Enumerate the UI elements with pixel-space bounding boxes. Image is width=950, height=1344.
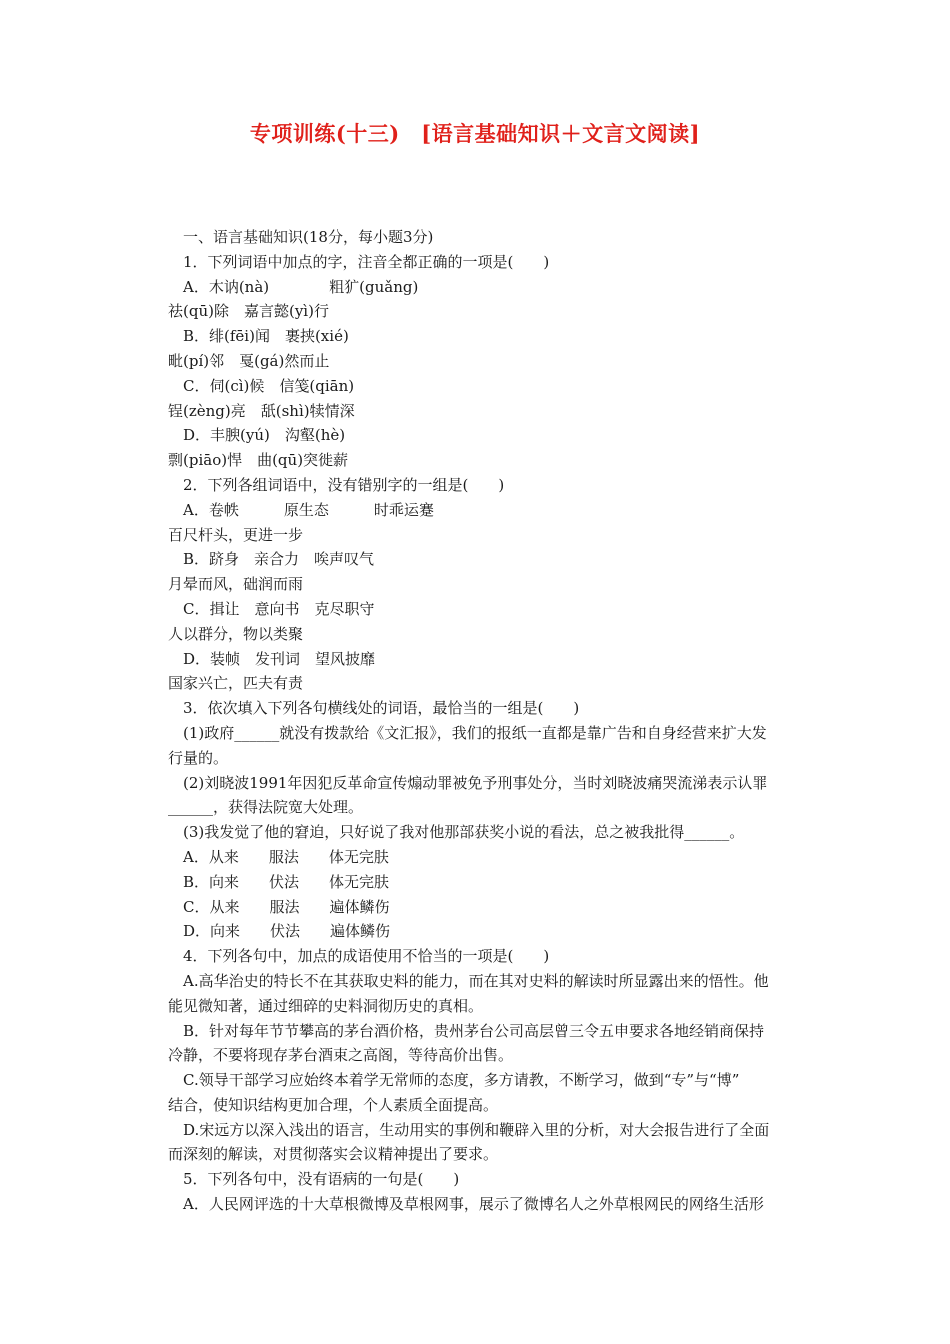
q2-option-a-cont: 百尺杆头，更进一步: [168, 525, 304, 544]
q2-option-b-cont: 月晕而风，础润而雨: [168, 575, 304, 594]
q4-option-a-cont: 能见微知著，通过细碎的史料洞彻历史的真相。: [168, 996, 484, 1015]
q2-option-d-cont: 国家兴亡，匹夫有责: [168, 674, 304, 693]
q3-sentence-1: (1)政府______就没有拨款给《文汇报》，我们的报纸一直都是靠广告和自身经营来扩大发: [168, 723, 767, 742]
q2-option-a: A．卷帙 原生态 时乖运蹇: [168, 500, 434, 519]
question-1-stem: 1．下列词语中加点的字，注音全都正确的一项是( ): [168, 252, 550, 271]
q3-option-a: A．从来 服法 体无完肤: [168, 847, 389, 866]
q3-sentence-2: (2)刘晓波1991年因犯反革命宣传煽动罪被免予刑事处分，当时刘晓波痛哭流涕表示认罪: [168, 773, 768, 792]
question-5-stem: 5．下列各句中，没有语病的一句是( ): [168, 1170, 460, 1189]
q1-option-d-cont: 剽(piāo)悍 曲(qū)突徙薪: [168, 451, 349, 470]
q1-option-b: B．绯(fēi)闻 裹挟(xié): [168, 327, 349, 346]
q3-sentence-3: (3)我发觉了他的窘迫，只好说了我对他那部获奖小说的看法，总之被我批得______。: [168, 823, 745, 842]
page-title: 专项训练(十三) [语言基础知识＋文言文阅读]: [249, 121, 701, 146]
q1-option-b-cont: 毗(pí)邻 戛(gá)然而止: [168, 351, 330, 370]
question-4-stem: 4．下列各句中，加点的成语使用不恰当的一项是( ): [168, 947, 550, 966]
q4-option-d: D.宋远方以深入浅出的语言，生动用实的事例和鞭辟入里的分析，对大会报告进行了全面: [168, 1120, 770, 1139]
q1-option-c: C．伺(cì)候 信笺(qiān): [168, 376, 355, 395]
section-heading: 一、语言基础知识(18分，每小题3分): [168, 228, 434, 246]
q2-option-d: D．装帧 发刊词 望风披靡: [168, 649, 376, 668]
q3-sentence-2-cont: ______，获得法院宽大处理。: [168, 798, 364, 817]
q1-option-a: A．木讷(nà) 粗犷(guǎng): [168, 277, 419, 296]
q4-option-c: C.领导干部学习应始终本着学无常师的态度，多方请教，不断学习，做到“专”与“博”: [168, 1071, 740, 1090]
q1-option-a-cont: 祛(qū)除 嘉言懿(yì)行: [168, 302, 329, 321]
q3-option-b: B．向来 伏法 体无完肤: [168, 872, 390, 891]
document-body: [168, 225, 818, 1217]
q3-option-d: D．向来 伏法 遍体鳞伤: [168, 922, 391, 941]
q4-option-b: B．针对每年节节攀高的茅台酒价格，贵州茅台公司高层曾三令五申要求各地经销商保持: [168, 1021, 765, 1040]
q1-option-d: D．丰腴(yú) 沟壑(hè): [168, 426, 346, 445]
q1-option-c-cont: 锃(zèng)亮 舐(shì)犊情深: [168, 401, 355, 420]
q4-option-a: A.高华治史的特长不在其获取史料的能力，而在其对史料的解读时所显露出来的悟性。他: [168, 971, 769, 990]
q4-option-b-cont: 冷静，不要将现存茅台酒束之高阁，等待高价出售。: [168, 1046, 514, 1065]
q2-option-b: B．跻身 亲合力 唉声叹气: [168, 550, 375, 569]
question-2-stem: 2．下列各组词语中，没有错别字的一组是( ): [168, 475, 505, 494]
q5-option-a: A．人民网评选的十大草根微博及草根网事，展示了微博名人之外草根网民的网络生活形: [168, 1195, 764, 1214]
q4-option-c-cont: 结合，使知识结构更加合理，个人素质全面提高。: [168, 1095, 499, 1114]
q3-option-c: C．从来 服法 遍体鳞伤: [168, 897, 390, 916]
q3-sentence-1-cont: 行量的。: [168, 748, 229, 767]
question-3-stem: 3．依次填入下列各句横线处的词语，最恰当的一组是( ): [168, 699, 580, 718]
q4-option-d-cont: 而深刻的解读，对贯彻落实会议精神提出了要求。: [168, 1145, 499, 1164]
q2-option-c-cont: 人以群分，物以类聚: [168, 624, 304, 643]
q2-option-c: C．揖让 意向书 克尽职守: [168, 599, 375, 618]
